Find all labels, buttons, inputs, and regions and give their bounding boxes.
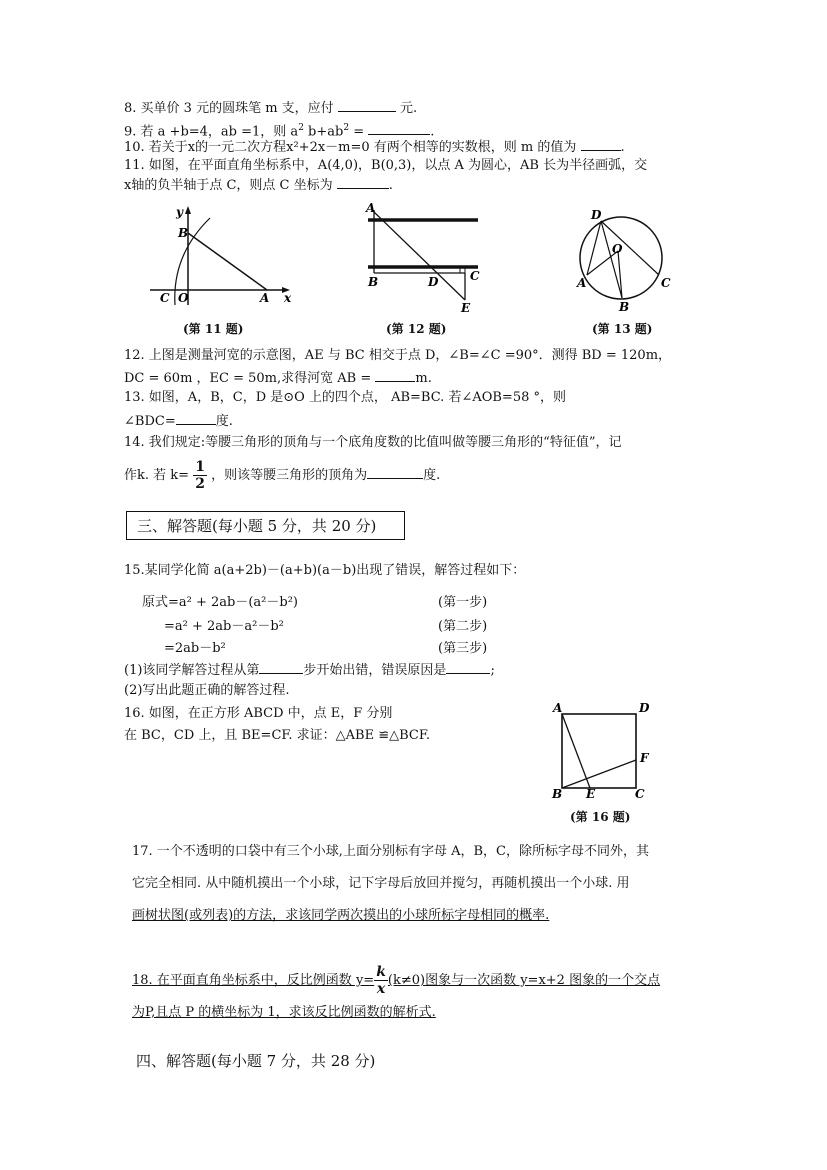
label-o: O (178, 291, 189, 305)
label-e: E (461, 301, 471, 315)
segment-bf (562, 760, 636, 788)
q9-eq: = (349, 124, 365, 140)
q15-step-3-expr: =2ab－b² (164, 641, 226, 656)
question-18-line1 (132, 964, 660, 998)
answer-blank[interactable] (176, 412, 216, 425)
question-15-intro: 15.某同学化简 a(a+2b)－(a+b)(a－b)出现了错误，解答过程如下： (124, 563, 526, 578)
figure-11-caption: (第 11 题) (183, 322, 244, 336)
label-c: C (635, 787, 645, 801)
segment-ae (374, 212, 465, 300)
label-f: F (640, 751, 649, 765)
answer-blank[interactable] (259, 661, 303, 674)
label-e: E (586, 787, 596, 801)
question-10: 10. 若关于x的一元二次方程x²+2x－m=0 有两个相等的实数根，则 m 的值为 . (124, 140, 625, 155)
question-16-line2: 在 BC，CD 上，且 BE=CF. 求证：△ABE ≌△BCF. (124, 728, 430, 743)
figure-12-diagram (360, 200, 485, 315)
fraction-k-over-x (374, 964, 388, 997)
question-13-line1: 13. 如图，A，B，C，D 是⊙O 上的四个点， AB=BC. 若∠AOB=58 °，则 (124, 390, 567, 405)
question-12-line2 (124, 369, 432, 388)
fraction-denominator: x (376, 981, 386, 997)
label-c: C (160, 291, 170, 305)
q15-step-1-expr: 原式=a² + 2ab－(a²－b²) (142, 595, 298, 610)
figure-13-diagram (575, 205, 670, 315)
question-16-line1: 16. 如图，在正方形 ABCD 中，点 E，F 分别 (124, 706, 393, 721)
question-8 (124, 99, 417, 118)
answer-blank[interactable] (337, 176, 389, 189)
label-x: x (284, 291, 292, 305)
label-d: D (639, 701, 650, 715)
q15-q1-text-b: 步开始出错，错误原因是 (303, 663, 447, 678)
figure-16-diagram (550, 700, 670, 805)
answer-blank[interactable] (375, 369, 415, 382)
q14-unit: 度. (423, 468, 441, 483)
q18-line1-text-b: (k≠0)图象与一次函数 y=x+2 图象的一个交点 (387, 973, 661, 988)
question-9: 9. 若 a +b=4，ab =1，则 $a^2$ $b+ab^2$ = . (124, 123, 435, 140)
y-axis-arrow (185, 206, 191, 214)
q15-q1-text-a: (1)该同学解答过程从第 (124, 663, 260, 678)
segment-ab (188, 233, 267, 290)
q15-step-1-label: (第一步) (438, 595, 488, 610)
answer-blank[interactable] (581, 138, 621, 151)
section-4-header: 四、解答题(每小题 7 分，共 28 分) (136, 1052, 376, 1070)
q15-step-2-expr: =a² + 2ab－a²－b² (164, 619, 284, 634)
question-11-line2: x轴的负半轴于点 C，则点 C 坐标为 . (124, 178, 393, 193)
q15-subquestion-1 (124, 661, 495, 680)
question-17-line1: 17. 一个不透明的口袋中有三个小球,上面分别标有字母 A，B，C，除所标字母不同外，其 (132, 844, 649, 859)
q15-subquestion-2: (2)写出此题正确的解答过程. (124, 683, 290, 698)
label-c: C (470, 269, 480, 283)
question-12-line1: 12. 上图是测量河宽的示意图，AE 与 BC 相交于点 D，∠B=∠C =90°．测得 BD = 120m， (124, 348, 672, 363)
answer-blank[interactable] (446, 661, 490, 674)
answer-blank[interactable] (338, 99, 396, 112)
q13-line2-text: ∠BDC= (124, 414, 176, 429)
fraction-denominator: 2 (195, 476, 205, 492)
label-y: y (176, 205, 183, 219)
fraction-numerator: k (376, 964, 386, 980)
figure-11-diagram (140, 200, 300, 310)
question-18-line2: 为P,且点 P 的横坐标为 1，求该反比例函数的解析式. (132, 1005, 436, 1020)
question-11-line1: 11. 如图，在平面直角坐标系中，A(4,0)，B(0,3)，以点 A 为圆心，AB 长为半径画弧，交 (124, 158, 648, 173)
label-a: A (366, 201, 376, 215)
q8-unit: 元. (399, 101, 418, 116)
q10-text: 10. 若关于x的一元二次方程x²+2x－m=0 有两个相等的实数根，则 m 的值为 (124, 140, 577, 155)
figure-12-caption: (第 12 题) (386, 322, 447, 336)
section-3-header: 三、解答题(每小题 5 分，共 20 分) (126, 511, 405, 540)
question-14-line1: 14. 我们规定:等腰三角形的顶角与一个底角度数的比值叫做等腰三角形的“特征值”，记 (124, 435, 622, 450)
q15-step-2-label: (第二步) (438, 619, 488, 634)
label-b: B (552, 787, 563, 801)
answer-blank[interactable] (367, 466, 423, 479)
q12-line2-text: DC = 60m ，EC = 50m,求得河宽 AB = (124, 371, 372, 386)
question-17-line2: 它完全相同. 从中随机摸出一个小球，记下字母后放回并搅匀，再随机摸出一个小球. 用 (132, 876, 630, 891)
label-d: D (591, 208, 602, 222)
q13-unit: 度. (215, 414, 233, 429)
q9-text: 9. 若 a +b=4，ab =1，则 a (124, 124, 299, 140)
q14-line2-text: 作k. 若 k= (124, 468, 190, 483)
q15-q1-text-c: ; (490, 663, 495, 678)
answer-blank[interactable] (368, 122, 430, 135)
q12-unit: m. (415, 371, 432, 386)
question-13-line2 (124, 412, 233, 431)
label-a: A (553, 701, 563, 715)
q14-line2-text-b: ，则该等腰三角形的顶角为 (211, 468, 368, 483)
question-17-line3: 画树状图(或列表)的方法，求该同学两次摸出的小球所标字母相同的概率. (132, 908, 550, 923)
label-a: A (260, 291, 270, 305)
label-d: D (428, 275, 439, 289)
label-b: B (178, 226, 189, 240)
segment-ae (562, 714, 590, 788)
label-c: C (661, 276, 671, 290)
q18-line1-text-a: 18. 在平面直角坐标系中，反比例函数 y= (132, 973, 375, 988)
fraction-one-half (193, 459, 207, 492)
figure-16-caption: (第 16 题) (570, 810, 631, 824)
question-14-line2 (124, 458, 440, 494)
label-a: A (577, 276, 587, 290)
square-abcd (562, 714, 636, 788)
figure-13-caption: (第 13 题) (592, 322, 653, 336)
fraction-numerator: 1 (195, 459, 205, 475)
q8-text: 8. 买单价 3 元的圆珠笔 m 支，应付 (124, 101, 334, 116)
q9-mid: b+ab (303, 124, 344, 140)
label-o: O (612, 242, 623, 256)
label-b: B (368, 275, 379, 289)
segment-da (587, 221, 601, 275)
q15-step-3-label: (第三步) (438, 641, 488, 656)
q11-line2-text: x轴的负半轴于点 C，则点 C 坐标为 (124, 178, 333, 193)
label-b: B (619, 300, 630, 314)
